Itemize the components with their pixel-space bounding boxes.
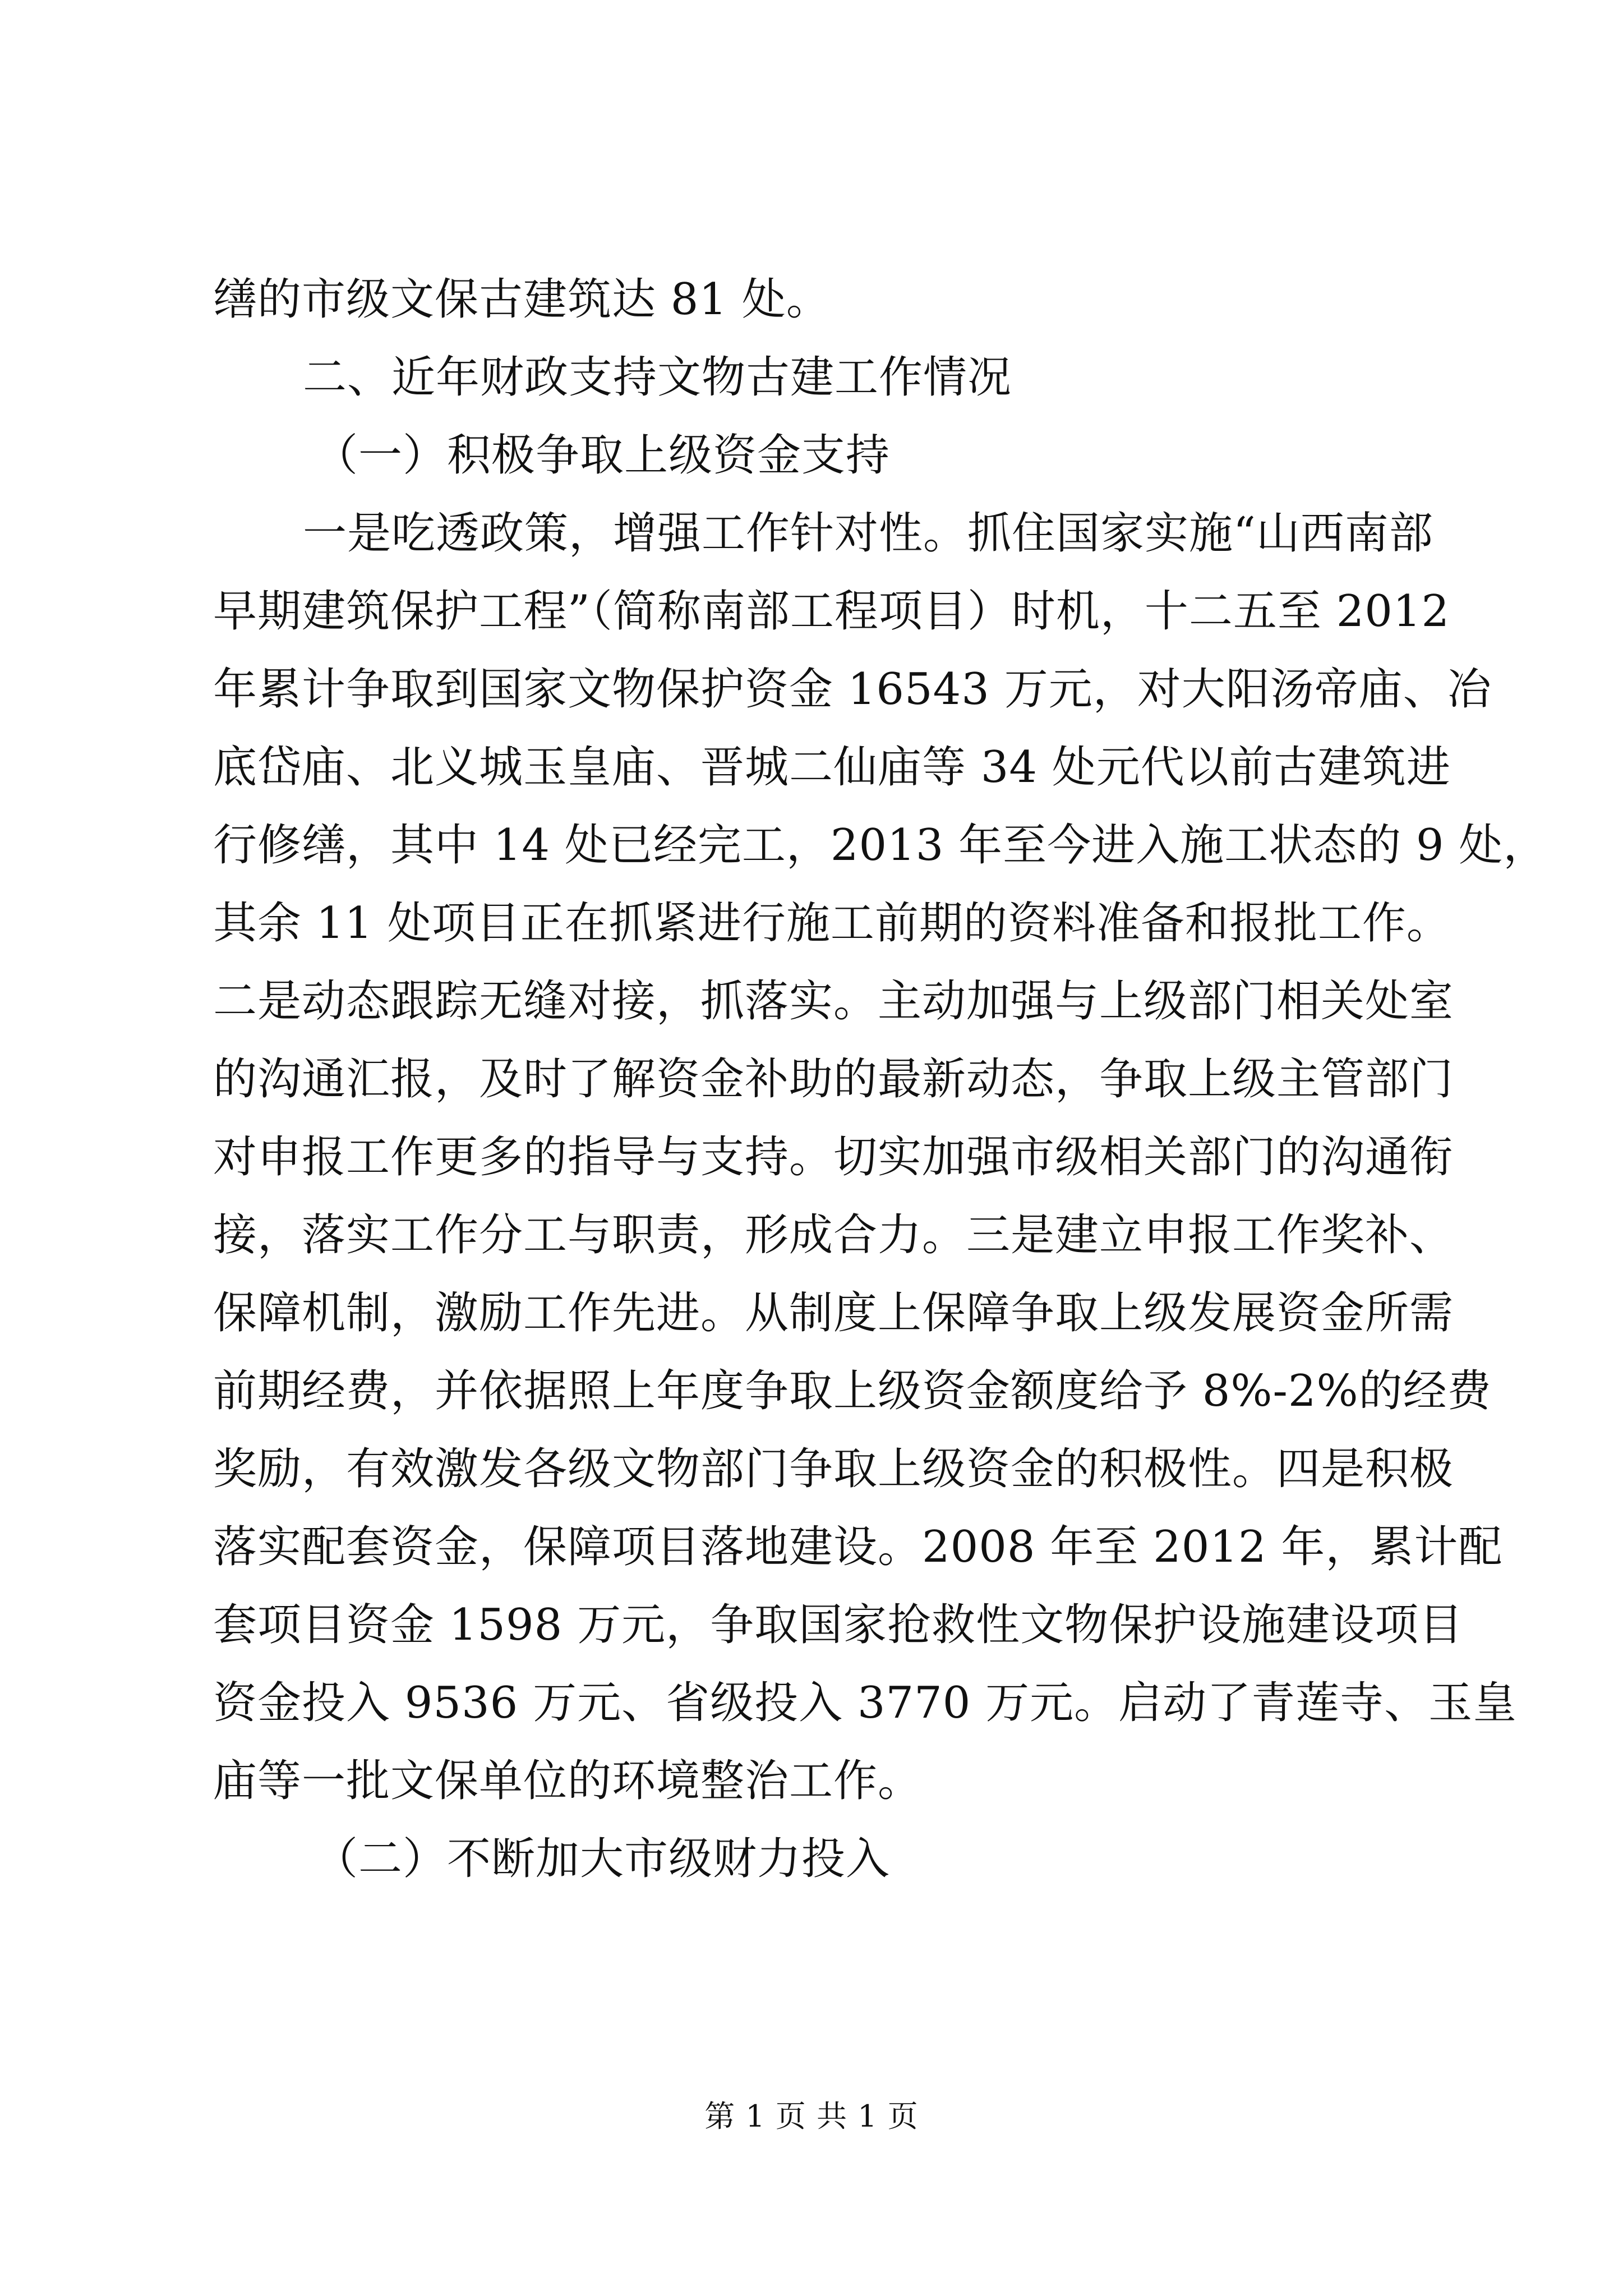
subsection-heading: （一）积极争取上级资金支持 — [314, 430, 891, 481]
paragraph-line: 套项目资金 1598 万元，争取国家抢救性文物保护设施建设项目 — [213, 1600, 1464, 1650]
paragraph-line: 二是动态跟踪无缝对接，抓落实。主动加强与上级部门相关处室 — [213, 976, 1454, 1027]
page-footer: 第 1 页 共 1 页 — [704, 2099, 919, 2134]
paragraph-line: 资金投入 9536 万元、省级投入 3770 万元。启动了青莲寺、玉皇 — [213, 1678, 1518, 1728]
subsection-heading: （二）不断加大市级财力投入 — [314, 1834, 891, 1884]
paragraph-line: 底岱庙、北义城玉皇庙、晋城二仙庙等 34 处元代以前古建筑进 — [213, 742, 1451, 793]
paragraph-line: 其余 11 处项目正在抓紧进行施工前期的资料准备和报批工作。 — [213, 898, 1451, 949]
paragraph-line: 缮的市级文保古建筑达 81 处。 — [213, 274, 831, 325]
paragraph-line: 早期建筑保护工程”（简称南部工程项目）时机，十二五至 2012 — [213, 586, 1450, 637]
paragraph-line: 前期经费，并依据照上年度争取上级资金额度给予 8%-2%的经费 — [213, 1366, 1492, 1416]
paragraph-line: 年累计争取到国家文物保护资金 16543 万元，对大阳汤帝庙、冶 — [213, 664, 1492, 715]
paragraph-line: 一是吃透政策，增强工作针对性。抓住国家实施“山西南部 — [303, 508, 1433, 559]
paragraph-line: 的沟通汇报，及时了解资金补助的最新动态，争取上级主管部门 — [213, 1054, 1454, 1105]
paragraph-line: 行修缮，其中 14 处已经完工，2013 年至今进入施工状态的 9 处， — [213, 820, 1548, 871]
paragraph-line: 对申报工作更多的指导与支持。切实加强市级相关部门的沟通衔 — [213, 1132, 1454, 1182]
section-heading: 二、近年财政支持文物古建工作情况 — [303, 352, 1012, 403]
paragraph-line: 保障机制，激励工作先进。从制度上保障争取上级发展资金所需 — [213, 1288, 1454, 1338]
paragraph-line: 接，落实工作分工与职责，形成合力。三是建立申报工作奖补、 — [213, 1210, 1454, 1260]
paragraph-line: 奖励，有效激发各级文物部门争取上级资金的积极性。四是积极 — [213, 1444, 1454, 1494]
paragraph-line: 落实配套资金，保障项目落地建设。2008 年至 2012 年，累计配 — [213, 1522, 1503, 1572]
paragraph-line: 庙等一批文保单位的环境整治工作。 — [213, 1756, 923, 1806]
